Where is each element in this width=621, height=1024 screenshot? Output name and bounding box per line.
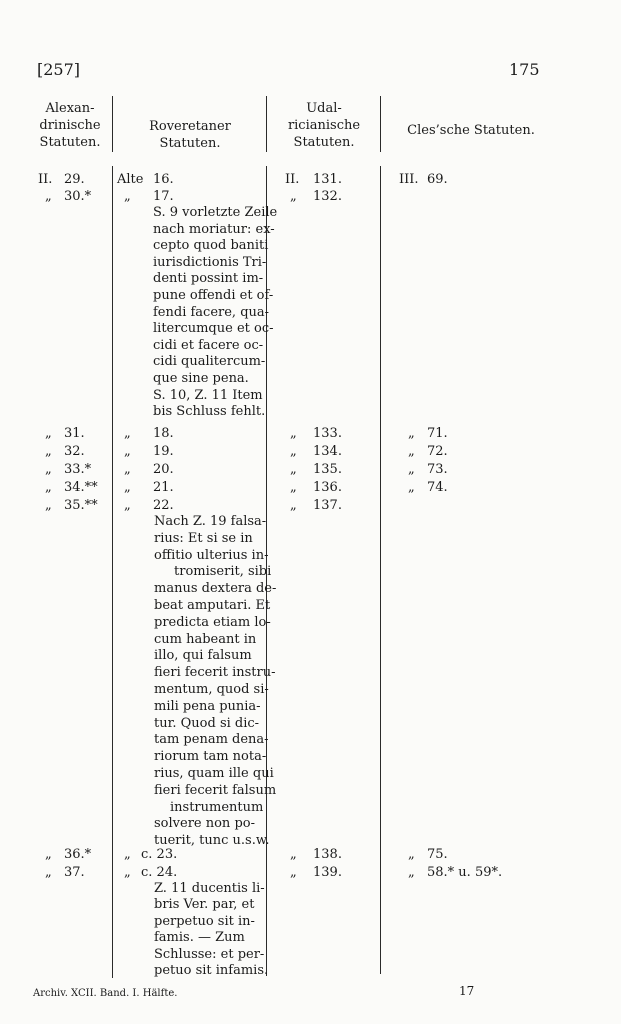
clessche-number: 72. [427, 444, 448, 459]
udalricianische-mark: „ [290, 865, 297, 880]
roveretaner-mark: „ [124, 480, 131, 495]
note-line: Z. 11 ducentis li- [154, 881, 265, 896]
clessche-mark: „ [408, 444, 415, 459]
alexandrinische-mark: „ [45, 189, 52, 204]
clessche-mark: „ [408, 426, 415, 441]
note-line: cidi et facere oc- [153, 337, 264, 353]
column-rule [266, 96, 267, 152]
note-line: petuo sit infamis. [154, 963, 269, 979]
alexandrinische-number: 34.** [64, 480, 98, 495]
note-line: rius, quam ille qui [154, 765, 274, 781]
column-head-line: Statuten. [39, 135, 101, 150]
note-line: cepto quod baniti [153, 238, 269, 254]
roveretaner-number: 16. [153, 172, 174, 187]
column-head-line: Cles’sche Statuten. [407, 123, 535, 138]
roveretaner-mark: „ [124, 462, 131, 477]
clessche-number: 58.* u. 59*. [427, 865, 503, 880]
roveretaner-mark: „ [124, 865, 131, 880]
udalricianische-number: 135. [313, 462, 342, 477]
alexandrinische-number: 35.** [64, 498, 98, 513]
roveretaner-mark: „ [124, 426, 131, 441]
roveretaner-number: 22. [153, 498, 174, 513]
alexandrinische-number: 29. [64, 172, 85, 187]
column-head-line: Statuten. [293, 135, 355, 150]
clessche-number: 71. [427, 426, 448, 441]
udalricianische-mark: „ [290, 480, 297, 495]
column-head-line: ricianische [287, 118, 361, 133]
column-rule [380, 96, 381, 152]
udalricianische-number: 133. [313, 426, 342, 441]
alexandrinische-mark: „ [45, 498, 52, 513]
clessche-number: 74. [427, 480, 448, 495]
udalricianische-mark: „ [290, 444, 297, 459]
udalricianische-number: 138. [313, 847, 342, 862]
note-line: cidi qualitercum- [153, 354, 266, 370]
note-paragraph [154, 881, 268, 979]
alexandrinische-mark: „ [45, 480, 52, 495]
alexandrinische-number: 37. [64, 865, 85, 880]
column-head-roveretaner [120, 118, 260, 152]
clessche-mark: „ [408, 865, 415, 880]
column-head-line: Statuten. [159, 136, 221, 151]
alexandrinische-mark: II. [38, 172, 53, 187]
roveretaner-number: 20. [153, 462, 174, 477]
page-number: 175 [509, 60, 540, 79]
alexandrinische-mark: „ [45, 426, 52, 441]
alexandrinische-mark: „ [45, 865, 52, 880]
note-line: instrumentum [170, 799, 264, 815]
udalricianische-mark: „ [290, 498, 297, 513]
clessche-mark: „ [408, 462, 415, 477]
udalricianische-number: 134. [313, 444, 342, 459]
note-line: Schlusse: et per- [154, 946, 265, 962]
note-line: solvere non po- [154, 816, 255, 832]
alexandrinische-number: 30.* [64, 189, 92, 204]
column-head-line: Udal- [306, 101, 342, 116]
column-head-line: drinische [39, 118, 101, 133]
note-line: S. 9 vorletzte Zeile [153, 205, 278, 220]
alexandrinische-number: 36.* [64, 847, 92, 862]
roveretaner-number: 21. [153, 480, 174, 495]
roveretaner-number: 17. [153, 189, 174, 204]
note-line: denti possint im- [153, 271, 264, 287]
note-line: fieri fecerit falsum [154, 782, 277, 798]
clessche-number: 75. [427, 847, 448, 862]
footer-signature: Archiv. XCII. Band. I. Hälfte. [33, 988, 178, 999]
udalricianische-number: 136. [313, 480, 342, 495]
roveretaner-mark: „ [124, 444, 131, 459]
roveretaner-mark: „ [124, 189, 131, 204]
column-head-alexandrinische [28, 100, 112, 151]
clessche-number: 69. [427, 172, 448, 187]
note-line: S. 10, Z. 11 Item [153, 387, 263, 403]
note-line: Nach Z. 19 falsa- [154, 514, 267, 529]
note-line: cum habeant in [154, 631, 257, 647]
udalricianische-mark: „ [290, 847, 297, 862]
alexandrinische-mark: „ [45, 444, 52, 459]
column-rule [112, 166, 113, 978]
note-line: bis Schluss fehlt. [153, 404, 266, 420]
note-line: tromiserit, sibi [174, 564, 272, 580]
note-line: fieri fecerit instru- [154, 665, 276, 681]
column-rule [112, 96, 113, 152]
note-line: bris Ver. par, et [154, 897, 255, 913]
alexandrinische-mark: „ [45, 462, 52, 477]
alexandrinische-number: 31. [64, 426, 85, 441]
note-paragraph [153, 205, 277, 421]
clessche-mark: III. [399, 172, 419, 187]
note-line: beat amputari. Et [154, 597, 271, 613]
udalricianische-mark: II. [285, 172, 300, 187]
note-paragraph [154, 514, 276, 850]
column-head-udalricianische [272, 100, 376, 151]
note-line: mili pena punia- [154, 698, 261, 714]
clessche-mark: „ [408, 847, 415, 862]
roveretaner-mark: „ [124, 498, 131, 513]
note-line: illo, qui falsum [154, 648, 252, 664]
note-line: perpetuo sit in- [154, 913, 255, 929]
roveretaner-number: 18. [153, 426, 174, 441]
column-head-clessche [386, 122, 556, 139]
header-bracket-number: [257] [37, 60, 81, 79]
udalricianische-number: 137. [313, 498, 342, 513]
note-line: offitio ulterius in- [154, 547, 269, 563]
note-line: famis. — Zum [154, 930, 245, 946]
clessche-number: 73. [427, 462, 448, 477]
roveretaner-number: c. 23. [141, 847, 178, 862]
note-line: iurisdictionis Tri- [153, 254, 267, 270]
udalricianische-mark: „ [290, 462, 297, 477]
roveretaner-number: 19. [153, 444, 174, 459]
note-line: litercumque et oc- [153, 321, 274, 337]
note-line: mentum, quod si- [154, 681, 269, 697]
note-line: manus dextera de- [154, 581, 277, 597]
udalricianische-number: 132. [313, 189, 342, 204]
udalricianische-number: 139. [313, 865, 342, 880]
column-head-line: Roveretaner [149, 119, 231, 134]
clessche-mark: „ [408, 480, 415, 495]
note-line: rius: Et si se in [154, 530, 253, 546]
note-line: tam penam dena- [154, 732, 269, 748]
roveretaner-number: c. 24. [141, 865, 178, 880]
note-line: nach moriatur: ex- [153, 221, 275, 237]
note-line: fendi facere, qua- [153, 304, 270, 320]
udalricianische-number: 131. [313, 172, 342, 187]
roveretaner-mark: Alte [117, 172, 144, 187]
note-line: riorum tam nota- [154, 749, 267, 765]
column-rule [380, 166, 381, 974]
note-line: tur. Quod si dic- [154, 715, 260, 731]
column-head-line: Alexan- [45, 101, 95, 116]
alexandrinische-number: 33.* [64, 462, 92, 477]
roveretaner-mark: „ [124, 847, 131, 862]
signature-number: 17 [459, 984, 475, 998]
udalricianische-mark: „ [290, 189, 297, 204]
alexandrinische-number: 32. [64, 444, 85, 459]
note-line: pune offendi et of- [153, 287, 274, 303]
alexandrinische-mark: „ [45, 847, 52, 862]
note-line: tuerit, tunc u.s.w. [154, 833, 270, 849]
note-line: que sine pena. [153, 370, 249, 386]
note-line: predicta etiam lo- [154, 614, 271, 630]
udalricianische-mark: „ [290, 426, 297, 441]
